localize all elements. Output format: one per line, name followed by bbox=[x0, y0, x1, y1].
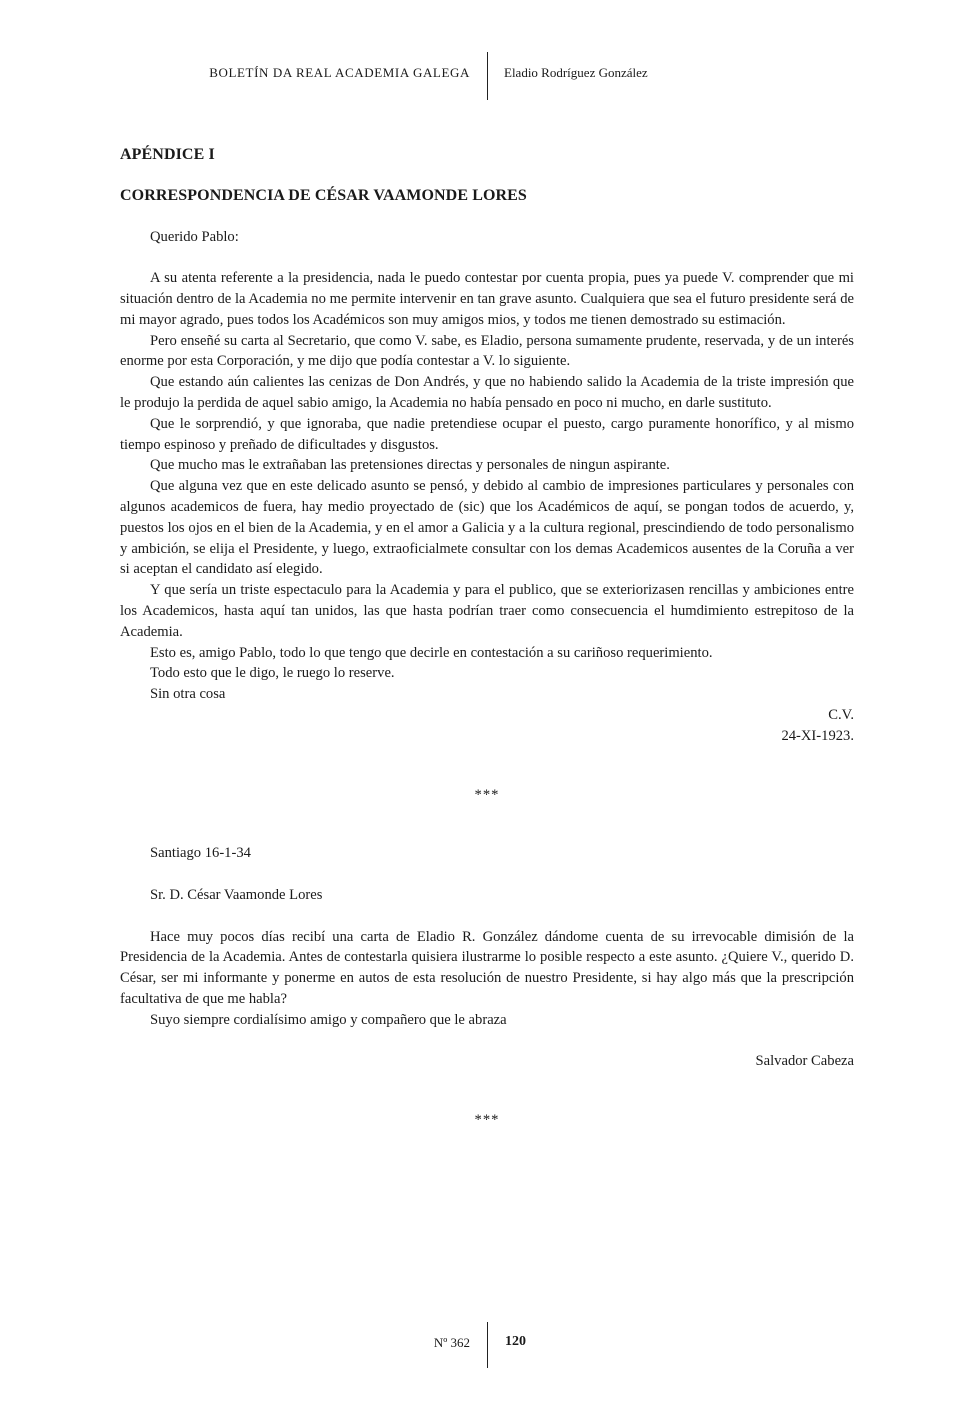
letter-2-place-date: Santiago 16-1-34 bbox=[150, 845, 251, 862]
letter-1-salutation: Querido Pablo: bbox=[150, 228, 239, 245]
letter-1-paragraph: Que estando aún calientes las cenizas de Don Andrés, y que no habiendo salido la Academia de la triste impresión que le produjo la perdida de aquel sabio amigo, la Academia no había pensado en poco ni mucho, en darle sustituto. bbox=[120, 374, 854, 411]
header-divider bbox=[487, 52, 488, 100]
section-separator: *** bbox=[474, 786, 500, 803]
journal-title: BOLETÍN DA REAL ACADEMIA GALEGA bbox=[209, 65, 470, 80]
letter-1-paragraph: Todo esto que le digo, le ruego lo reserve. bbox=[150, 665, 395, 682]
section-separator: *** bbox=[474, 1112, 500, 1129]
letter-2-addressee: Sr. D. César Vaamonde Lores bbox=[150, 886, 323, 903]
letter-1-paragraph: Sin otra cosa bbox=[150, 686, 226, 703]
running-header bbox=[0, 52, 975, 100]
article-author: Eladio Rodríguez González bbox=[504, 65, 648, 80]
letter-1-paragraph: A su atenta referente a la presidencia, nada le puedo contestar por cuenta propia, pues ya puede V. comprender que mi situación dentro de la Academia no me permite intervenir en tan grave asunto. Cualquiera que sea el futuro presidente será de mi mayor agrado, pues todos los Académicos son muy amigos mios, y todos me tienen demostrado su estimación. bbox=[120, 270, 854, 328]
letter-1-paragraph: Que le sorprendió, y que ignoraba, que nadie pretendiese ocupar el puesto, cargo puramente honorífico, y al mismo tiempo espinoso y preñado de dificultades y disgustos. bbox=[120, 415, 854, 453]
letter-1 bbox=[120, 227, 854, 747]
issue-number: Nº 362 bbox=[433, 1335, 470, 1350]
letter-1-signature: C.V. bbox=[828, 706, 854, 723]
letter-2-signature: Salvador Cabeza bbox=[755, 1053, 854, 1070]
letter-1-paragraph: Pero enseñé su carta al Secretario, que como V. sabe, es Eladio, persona sumamente prudente, reservada, y de un interés enorme por esta Corporación, y me dijo que podía contestar a V. lo siguiente. bbox=[120, 332, 854, 370]
letter-1-paragraph: Esto es, amigo Pablo, todo lo que tengo que decirle en contestación a su cariñoso requerimiento. bbox=[150, 644, 713, 661]
page-content bbox=[120, 145, 854, 1169]
footer-divider bbox=[487, 1322, 488, 1368]
letter-1-paragraph: Y que sería un triste espectaculo para la Academia y para el publico, que se exteriorizasen rencillas y ambiciones entre los Academicos, hasta aquí tan unidos, las que hasta podrían traer como consecuencia el humdimiento estrepitoso de la Academia. bbox=[120, 582, 854, 640]
page-footer bbox=[0, 1322, 975, 1368]
letter-2-paragraph: Hace muy pocos días recibí una carta de Eladio R. González dándome cuenta de su irrevocable dimisión de la Presidencia de la Academia. Antes de contestarla quisiera ilustrarme lo posible respecto a este asunto. ¿Quiere V., querido D. César, ser mi informante y ponerme en autos de esta resolución de nuestro Presidente, si hay algo más que la prescripción facultativa de que me habla? bbox=[120, 928, 854, 1007]
letter-1-paragraph: Que mucho mas le extrañaban las pretensiones directas y personales de ningun aspirante. bbox=[150, 457, 670, 474]
page-number: 120 bbox=[505, 1334, 526, 1349]
letter-2-paragraph: Suyo siempre cordialísimo amigo y compañero que le abraza bbox=[150, 1011, 507, 1028]
appendix-title: APÉNDICE I bbox=[120, 146, 215, 163]
section-title: CORRESPONDENCIA DE CÉSAR VAAMONDE LORES bbox=[120, 186, 527, 204]
letter-2 bbox=[120, 843, 854, 1072]
letter-1-paragraph: Que alguna vez que en este delicado asunto se pensó, y debido al cambio de impresiones particulares y personales con algunos academicos de fuera, hay medio proyectado de (sic) que los Académicos de aquí, se pongan todos de acuerdo, y, puestos los ojos en el bien de la Academia, y en el amor a Galicia y a la cultura regional, prescindiendo de todo personalismo y ambición, se elija el Presidente, y luego, extraoficialmete consultar con los demas Academicos ausentes de la Coruña a ver si aceptan el candidato así elegido. bbox=[120, 478, 854, 578]
letter-1-date: 24-XI-1923. bbox=[781, 727, 854, 744]
